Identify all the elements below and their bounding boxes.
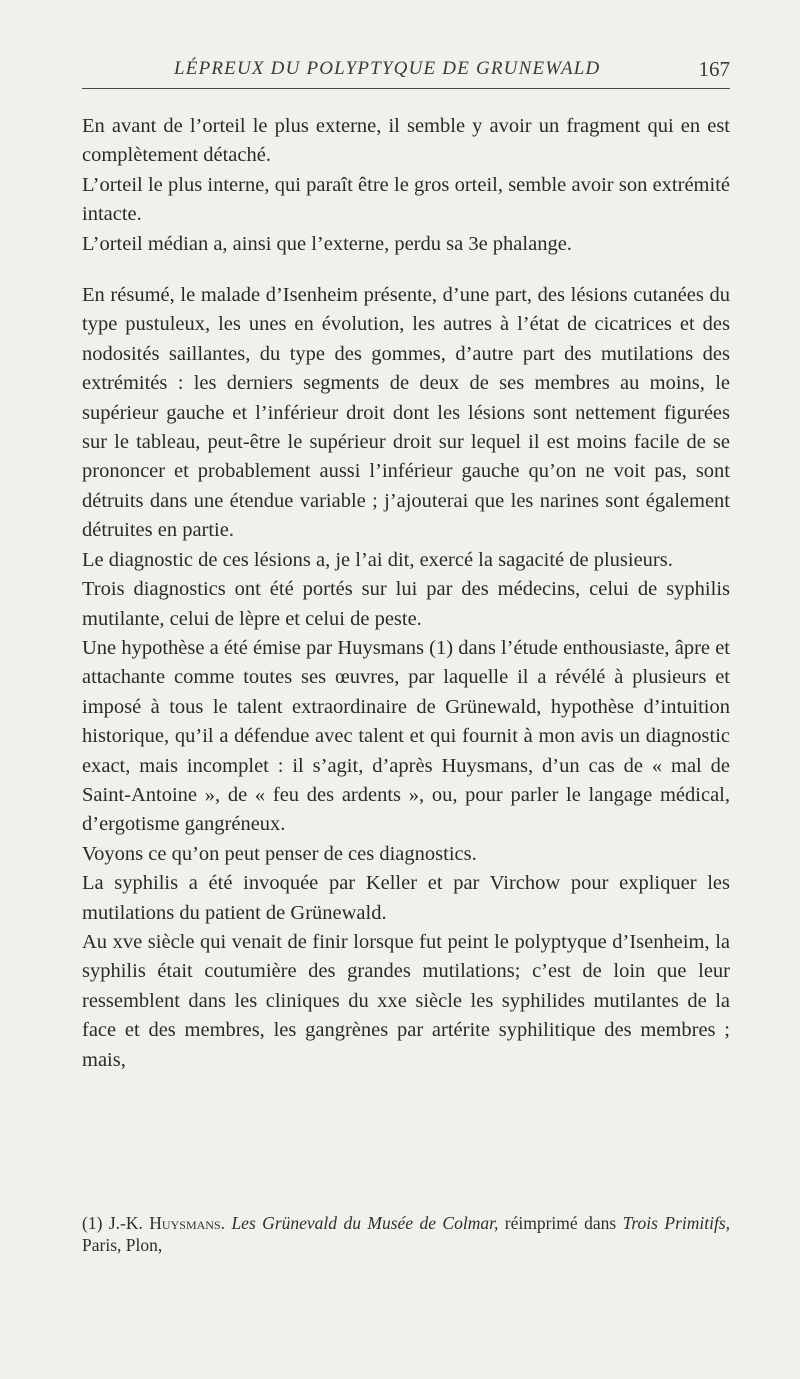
- page-number: 167: [698, 57, 730, 81]
- footnote-collection: Trois Primitifs,: [622, 1213, 731, 1233]
- footnote-publisher: Paris, Plon,: [82, 1235, 163, 1255]
- paragraph-8: Voyons ce qu’on peut penser de ces diagnostics.: [82, 842, 477, 865]
- paragraph-1: En avant de l’orteil le plus externe, il semble y avoir un fragment qui en est complètement détaché.: [82, 115, 730, 167]
- footnote-text: réimprimé dans: [504, 1213, 617, 1233]
- running-head: [82, 52, 730, 89]
- footnote-marker: (1): [82, 1213, 103, 1233]
- footnote: [82, 1212, 730, 1256]
- footnote-author: J.-K. Huysmans.: [108, 1213, 225, 1233]
- running-title: LÉPREUX DU POLYPTYQUE DE GRUNEWALD: [174, 58, 601, 79]
- paragraph-gap: [82, 259, 730, 281]
- paragraph-3: L’orteil médian a, ainsi que l’externe, perdu sa 3e phalange.: [82, 232, 572, 255]
- paragraph-4: En résumé, le malade d’Isenheim présente, d’une part, des lésions cutanées du type pustuleux, les unes en évolution, les autres à l’état de cicatrices et des nodosités saillantes, du type des gommes, d’autre part des mutilations des extrémités : les derniers segments de deux de ses membres au moins, le supérieur gauche et l’inférieur droit dont les lésions sont nettement figurées sur le tableau, peut-être le supérieur droit sur lequel il est moins facile de se prononcer et probablement aussi l’inférieur gauche qu’on ne voit pas, sont détruits dans une étendue variable ; j’ajouterai que les narines sont également détruites en partie.: [82, 284, 730, 542]
- paragraph-6: Trois diagnostics ont été portés sur lui par des médecins, celui de syphilis mutilante, celui de lèpre et celui de peste.: [82, 578, 730, 630]
- paragraph-9: La syphilis a été invoquée par Keller et par Virchow pour expliquer les mutilations du patient de Grünewald.: [82, 872, 730, 924]
- paragraph-10: Au xve siècle qui venait de finir lorsque fut peint le polyptyque d’Isenheim, la syphilis était coutumière des grandes mutilations; c’est de loin que leur ressemblent dans les cliniques du xxe siècle les syphilides mutilantes de la face et des membres, les gangrènes par artérite syphilitique des membres ; mais,: [82, 930, 730, 1071]
- body-text: [82, 112, 730, 1075]
- paragraph-5: Le diagnostic de ces lésions a, je l’ai dit, exercé la sagacité de plusieurs.: [82, 548, 673, 571]
- paragraph-2: L’orteil le plus interne, qui paraît être le gros orteil, semble avoir son extrémité intacte.: [82, 173, 730, 226]
- paragraph-7: Une hypothèse a été émise par Huysmans (1) dans l’étude enthousiaste, âpre et attachante comme toutes ses œuvres, par laquelle il a révélé à plusieurs et imposé à tous le talent extraordinaire de Grünewald, hypothèse d’intuition historique, qu’il a défendue avec talent et qui fournit à mon avis un diagnostic exact, mais incomplet : il s’agit, d’après Huysmans, d’un cas de « mal de Saint-Antoine », de « feu des ardents », ou, pour parler le langage médical, d’ergotisme gangréneux.: [82, 636, 730, 836]
- footnote-title: Les Grünevald du Musée de Colmar,: [231, 1213, 499, 1233]
